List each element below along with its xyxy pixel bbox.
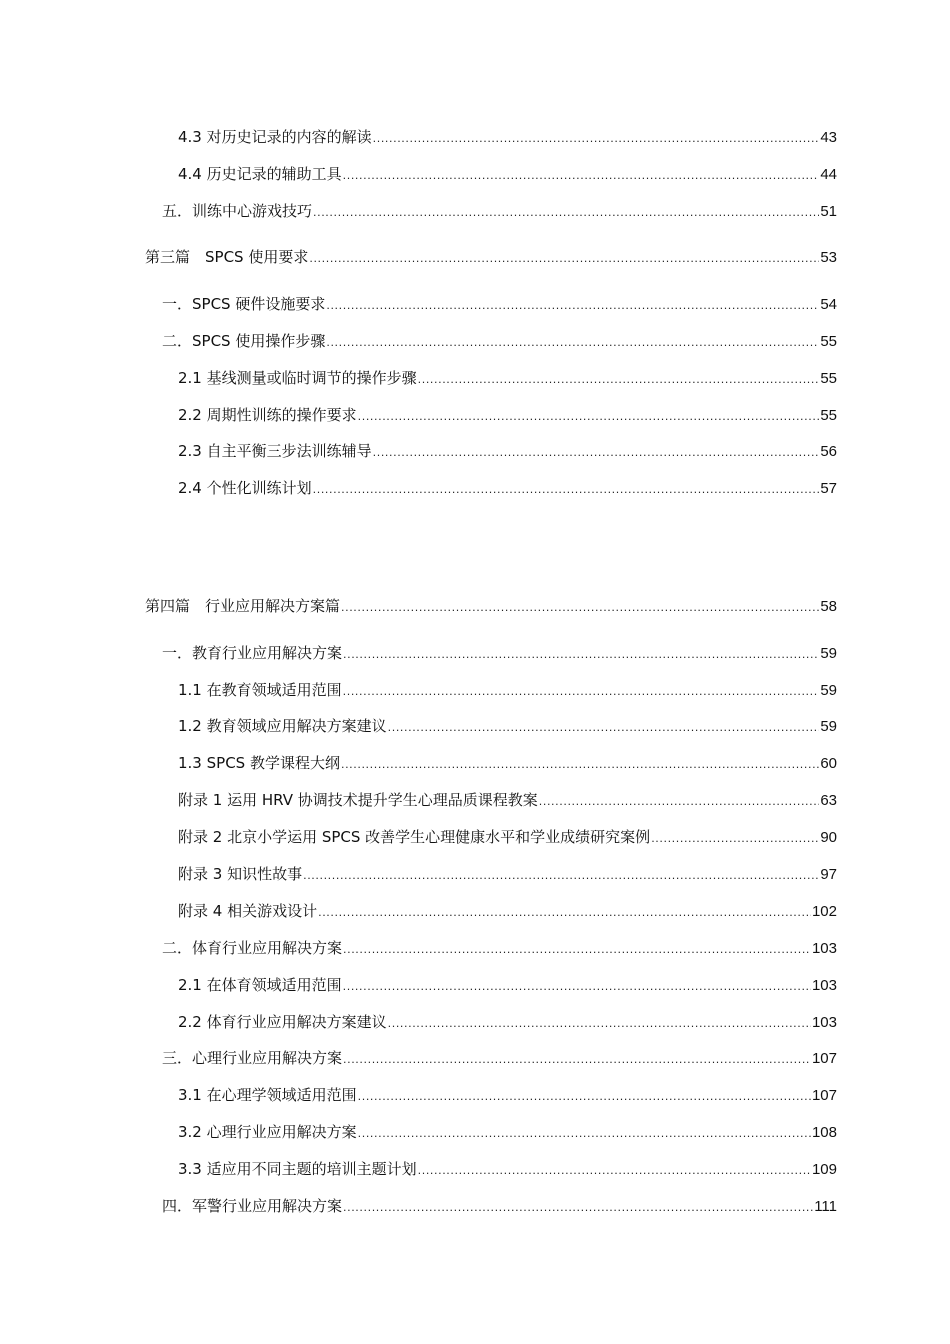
toc-entry-2-1[interactable] <box>178 368 837 390</box>
toc-entry-psychology[interactable] <box>162 1048 837 1070</box>
dot-leader <box>313 203 819 223</box>
toc-entry-page: 107 <box>811 1050 837 1067</box>
dot-leader <box>418 370 820 390</box>
toc-entry-label: 一．SPCS 硬件设施要求 <box>162 295 326 313</box>
toc-entry-label: 二．SPCS 使用操作步骤 <box>162 332 326 350</box>
dot-leader <box>358 1124 811 1144</box>
dot-leader <box>388 1014 811 1034</box>
toc-entry-section-5[interactable] <box>162 201 837 223</box>
toc-entry-appendix-4[interactable] <box>178 901 837 923</box>
toc-entry-page: 55 <box>820 370 837 387</box>
toc-entry-psych-3-2[interactable] <box>178 1122 837 1144</box>
dot-leader <box>326 296 819 316</box>
toc-entry-page: 51 <box>820 203 837 220</box>
toc-entry-2-2[interactable] <box>178 405 837 427</box>
dot-leader <box>341 598 819 618</box>
toc-entry-label: 2.1 在体育领域适用范围 <box>178 976 342 994</box>
toc-entry-label: 1.2 教育领域应用解决方案建议 <box>178 717 387 735</box>
dot-leader <box>343 682 820 702</box>
toc-entry-education[interactable] <box>162 643 837 665</box>
toc-entry-label: 2.1 基线测量或临时调节的操作步骤 <box>178 369 417 387</box>
toc-entry-1-3[interactable] <box>178 753 837 775</box>
toc-entry-label: 2.2 体育行业应用解决方案建议 <box>178 1013 387 1031</box>
dot-leader <box>651 829 819 849</box>
toc-entry-page: 44 <box>820 166 837 183</box>
toc-entry-label: 二．体育行业应用解决方案 <box>162 939 343 957</box>
dot-leader <box>313 480 820 500</box>
dot-leader <box>358 1087 811 1107</box>
toc-entry-page: 59 <box>820 682 837 699</box>
dot-leader <box>343 977 811 997</box>
toc-entry-label: 附录 3 知识性故事 <box>178 865 303 883</box>
toc-entry-psych-3-1[interactable] <box>178 1085 837 1107</box>
toc-entry-page: 54 <box>820 296 837 313</box>
toc-entry-page: 57 <box>820 480 837 497</box>
dot-leader <box>358 407 820 427</box>
toc-entry-label: 五．训练中心游戏技巧 <box>162 202 313 220</box>
toc-entry-page: 43 <box>820 129 837 146</box>
toc-entry-label: 第四篇 行业应用解决方案篇 <box>145 597 341 615</box>
toc-entry-page: 103 <box>811 977 837 994</box>
toc-entry-label: 3.1 在心理学领域适用范围 <box>178 1086 357 1104</box>
toc-entry-label: 附录 2 北京小学运用 SPCS 改善学生心理健康水平和学业成绩研究案例 <box>178 828 651 846</box>
toc-entry-page: 56 <box>820 443 837 460</box>
dot-leader <box>343 1050 811 1070</box>
dot-leader <box>373 129 820 149</box>
toc-entry-part-3[interactable] <box>145 247 837 269</box>
toc-entry-page: 102 <box>811 903 837 920</box>
dot-leader <box>343 940 811 960</box>
toc-entry-page: 108 <box>811 1124 837 1141</box>
toc-entry-label: 附录 1 运用 HRV 协调技术提升学生心理品质课程教案 <box>178 791 538 809</box>
toc-entry-appendix-3[interactable] <box>178 864 837 886</box>
dot-leader <box>418 1161 811 1181</box>
dot-leader <box>343 645 819 665</box>
toc-entry-sports[interactable] <box>162 938 837 960</box>
toc-entry-label: 3.2 心理行业应用解决方案 <box>178 1123 357 1141</box>
toc-entry-page: 55 <box>820 407 837 424</box>
toc-entry-sports-2-2[interactable] <box>178 1012 837 1034</box>
toc-entry-label: 4.3 对历史记录的内容的解读 <box>178 128 372 146</box>
toc-entry-page: 109 <box>811 1161 837 1178</box>
toc-entry-label: 第三篇 SPCS 使用要求 <box>145 248 309 266</box>
toc-entry-page: 107 <box>811 1087 837 1104</box>
dot-leader <box>303 866 819 886</box>
toc-entry-page: 63 <box>820 792 837 809</box>
toc-entry-3-1[interactable] <box>162 294 837 316</box>
toc-entry-label: 2.2 周期性训练的操作要求 <box>178 406 357 424</box>
toc-entry-page: 90 <box>820 829 837 846</box>
dot-leader <box>539 792 820 812</box>
toc-entry-1-1[interactable] <box>178 680 837 702</box>
toc-entry-label: 三．心理行业应用解决方案 <box>162 1049 343 1067</box>
toc-entry-label: 1.1 在教育领域适用范围 <box>178 681 342 699</box>
toc-entry-label: 附录 4 相关游戏设计 <box>178 902 318 920</box>
toc-entry-page: 55 <box>820 333 837 350</box>
toc-entry-military-police[interactable] <box>162 1196 837 1218</box>
toc-entry-4-3[interactable] <box>178 127 837 149</box>
dot-leader <box>343 1198 813 1218</box>
toc-entry-label: 一．教育行业应用解决方案 <box>162 644 343 662</box>
toc-entry-label: 四．军警行业应用解决方案 <box>162 1197 343 1215</box>
toc-entry-sports-2-1[interactable] <box>178 975 837 997</box>
toc-entry-appendix-1[interactable] <box>178 790 837 812</box>
dot-leader <box>309 249 819 269</box>
dot-leader <box>341 755 819 775</box>
toc-entry-page: 60 <box>820 755 837 772</box>
toc-entry-page: 59 <box>820 645 837 662</box>
toc-entry-1-2[interactable] <box>178 716 837 738</box>
dot-leader <box>388 718 820 738</box>
toc-entry-label: 4.4 历史记录的辅助工具 <box>178 165 342 183</box>
toc-entry-4-4[interactable] <box>178 164 837 186</box>
toc-entry-label: 2.4 个性化训练计划 <box>178 479 312 497</box>
toc-entry-label: 3.3 适应用不同主题的培训主题计划 <box>178 1160 417 1178</box>
dot-leader <box>343 166 820 186</box>
toc-entry-label: 2.3 自主平衡三步法训练辅导 <box>178 442 372 460</box>
toc-entry-page: 58 <box>820 598 837 615</box>
dot-leader <box>326 333 819 353</box>
toc-entry-2-3[interactable] <box>178 441 837 463</box>
dot-leader <box>318 903 811 923</box>
toc-entry-page: 111 <box>814 1198 837 1215</box>
toc-entry-page: 103 <box>811 1014 837 1031</box>
toc-entry-part-4[interactable] <box>145 596 837 618</box>
toc-entry-page: 103 <box>811 940 837 957</box>
toc-entry-3-2[interactable] <box>162 331 837 353</box>
dot-leader <box>373 443 820 463</box>
toc-entry-2-4[interactable] <box>178 478 837 500</box>
toc-entry-psych-3-3[interactable] <box>178 1159 837 1181</box>
toc-entry-page: 97 <box>820 866 837 883</box>
toc-entry-label: 1.3 SPCS 教学课程大纲 <box>178 754 340 772</box>
toc-entry-page: 53 <box>820 249 837 266</box>
toc-entry-appendix-2[interactable] <box>178 827 837 849</box>
toc-entry-page: 59 <box>820 718 837 735</box>
